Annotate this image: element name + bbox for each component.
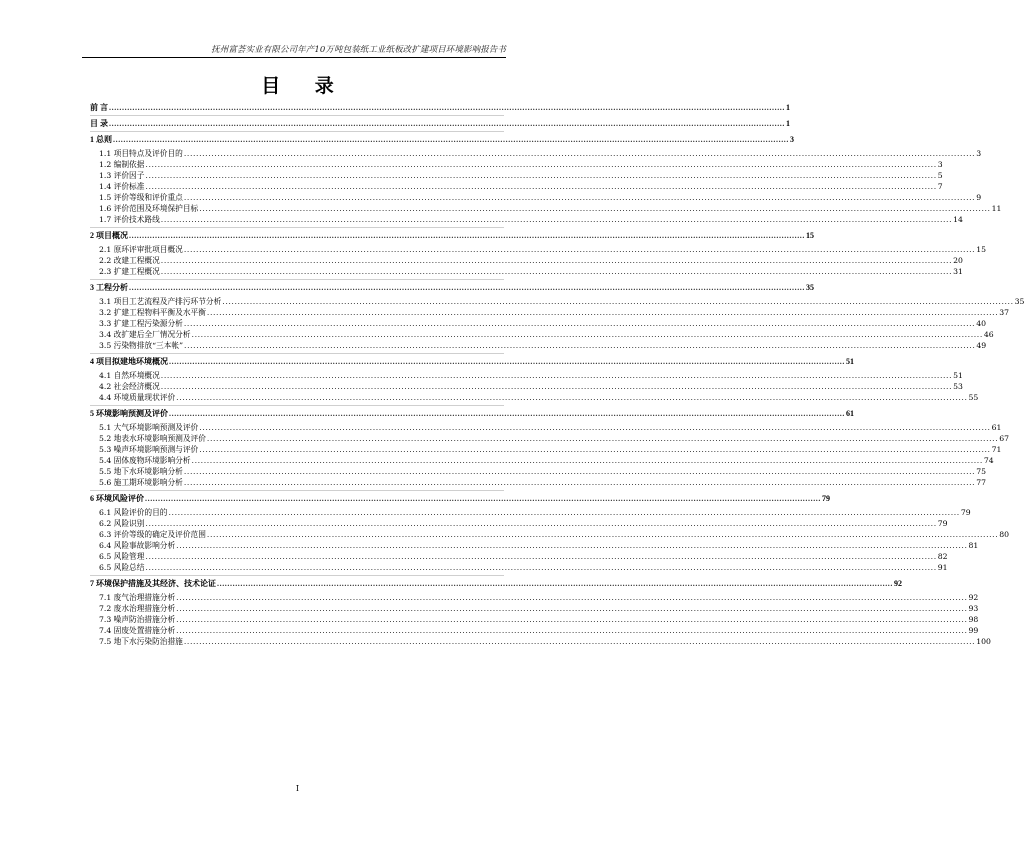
dot-leader: ....................................................................................................................................................................................................................................................................	[217, 579, 893, 588]
toc-entry-label: 1 总则	[90, 135, 112, 144]
toc-entry-label: 1.2 编制依据	[99, 160, 145, 169]
toc-entry-label: 4.4 环境质量现状评价	[99, 393, 176, 402]
toc-chapter-entry[interactable]	[90, 230, 814, 241]
toc-chapter-entry[interactable]	[90, 408, 854, 419]
dot-leader: ....................................................................................................................................................................................................................................................................	[160, 256, 953, 265]
dot-leader: ....................................................................................................................................................................................................................................................................	[183, 245, 976, 254]
toc-entry-label: 1.1 项目特点及评价目的	[99, 149, 183, 158]
toc-section-entry[interactable]	[90, 518, 948, 529]
toc-chapter-entry[interactable]	[90, 134, 794, 145]
toc-section-entry[interactable]	[90, 625, 979, 636]
table-of-contents	[90, 102, 1024, 647]
dot-leader: ....................................................................................................................................................................................................................................................................	[145, 171, 937, 180]
toc-section-entry[interactable]	[90, 433, 1010, 444]
toc-chapter-entry[interactable]	[90, 578, 902, 589]
dot-leader: ....................................................................................................................................................................................................................................................................	[145, 563, 937, 572]
toc-entry-label: 目 录	[90, 119, 108, 128]
dot-leader: ....................................................................................................................................................................................................................................................................	[129, 283, 805, 292]
toc-entry-page-number: 11	[991, 204, 1002, 213]
toc-entry-page-number: 49	[976, 341, 987, 350]
dot-leader: ....................................................................................................................................................................................................................................................................	[199, 445, 991, 454]
running-header: 抚州富荟实业有限公司年产10万吨包装纸工业纸板改扩建项目环境影响报告书	[211, 45, 506, 55]
dot-leader: ....................................................................................................................................................................................................................................................................	[206, 308, 999, 317]
page-number: I	[295, 784, 300, 793]
toc-entry-page-number: 5	[937, 171, 943, 180]
toc-section-entry[interactable]	[90, 307, 1010, 318]
toc-section-entry[interactable]	[90, 540, 979, 551]
toc-entry-label: 前 言	[90, 103, 108, 112]
toc-section-entry[interactable]	[90, 318, 986, 329]
toc-entry-label: 5 环境影响预测及评价	[90, 409, 168, 418]
dot-leader: ....................................................................................................................................................................................................................................................................	[176, 626, 968, 635]
toc-entry-page-number: 20	[953, 256, 963, 265]
toc-entry-label: 7.3 噪声防治措施分析	[99, 615, 176, 624]
dot-leader: ....................................................................................................................................................................................................................................................................	[206, 530, 999, 539]
toc-entry-page-number: 98	[968, 615, 979, 624]
toc-section-entry[interactable]	[90, 255, 963, 266]
toc-entry-page-number: 37	[999, 308, 1010, 317]
toc-chapter-entry[interactable]	[90, 493, 830, 504]
dot-leader: ....................................................................................................................................................................................................................................................................	[191, 330, 983, 339]
toc-entry-page-number: 3	[937, 160, 943, 169]
toc-entry-page-number: 9	[976, 193, 982, 202]
toc-entry-label: 3.5 污染物排放“三本帐”	[99, 341, 184, 350]
toc-entry-label: 2.1 原环评审批项目概况	[99, 245, 183, 254]
toc-entry-page-number: 91	[937, 563, 948, 572]
dot-leader: ....................................................................................................................................................................................................................................................................	[160, 215, 953, 224]
toc-entry-page-number: 15	[976, 245, 986, 254]
toc-section-entry[interactable]	[90, 244, 986, 255]
dot-leader: ....................................................................................................................................................................................................................................................................	[168, 508, 960, 517]
toc-section-entry[interactable]	[90, 148, 982, 159]
toc-entry-page-number: 74	[983, 456, 994, 465]
dot-leader: ....................................................................................................................................................................................................................................................................	[113, 135, 789, 144]
toc-entry-page-number: 31	[953, 267, 963, 276]
toc-entry-page-number: 46	[983, 330, 994, 339]
toc-title: 目 录	[261, 75, 348, 97]
toc-entry-label: 3.4 改扩建后全厂情况分析	[99, 330, 191, 339]
toc-section-entry[interactable]	[90, 181, 943, 192]
toc-section-entry[interactable]	[90, 614, 979, 625]
dot-leader: ....................................................................................................................................................................................................................................................................	[183, 193, 976, 202]
toc-entry-label: 1.4 评价标准	[99, 182, 145, 191]
toc-entry-page-number: 3	[976, 149, 982, 158]
dot-leader: ....................................................................................................................................................................................................................................................................	[160, 371, 953, 380]
dot-leader: ....................................................................................................................................................................................................................................................................	[145, 160, 937, 169]
toc-entry-page-number: 1	[786, 103, 790, 112]
toc-entry-page-number: 99	[968, 626, 979, 635]
toc-entry-page-number: 55	[968, 393, 979, 402]
toc-entry-page-number: 81	[968, 541, 979, 550]
dot-leader: ....................................................................................................................................................................................................................................................................	[160, 267, 953, 276]
toc-entry-label: 2 项目概况	[90, 231, 128, 240]
dot-leader: ....................................................................................................................................................................................................................................................................	[160, 382, 953, 391]
toc-entry-page-number: 79	[960, 508, 971, 517]
toc-entry-page-number: 1	[786, 119, 790, 128]
dot-leader: ....................................................................................................................................................................................................................................................................	[169, 409, 845, 418]
toc-section-entry[interactable]	[90, 455, 994, 466]
toc-entry-page-number: 61	[991, 423, 1002, 432]
dot-leader: ....................................................................................................................................................................................................................................................................	[176, 604, 968, 613]
toc-entry-page-number: 71	[991, 445, 1002, 454]
toc-entry-label: 1.7 评价技术路线	[99, 215, 160, 224]
dot-leader: ....................................................................................................................................................................................................................................................................	[129, 231, 805, 240]
toc-section-entry[interactable]	[90, 592, 979, 603]
toc-entry-page-number: 7	[937, 182, 943, 191]
toc-entry-label: 3 工程分析	[90, 283, 128, 292]
toc-entry-label: 6.1 风险评价的目的	[99, 508, 168, 517]
toc-entry-label: 5.1 大气环境影响预测及评价	[99, 423, 199, 432]
dot-leader: ....................................................................................................................................................................................................................................................................	[183, 637, 976, 646]
toc-entry-label: 4 项目拟建地环境概况	[90, 357, 168, 366]
toc-section-entry[interactable]	[90, 551, 948, 562]
toc-section-entry[interactable]	[90, 296, 1024, 307]
toc-entry-label: 7 环境保护措施及其经济、技术论证	[90, 579, 216, 588]
toc-entry-page-number: 14	[953, 215, 963, 224]
toc-entry-label: 2.3 扩建工程概况	[99, 267, 160, 276]
toc-entry-page-number: 15	[806, 231, 814, 240]
dot-leader: ....................................................................................................................................................................................................................................................................	[222, 297, 1014, 306]
toc-entry-label: 6 环境风险评价	[90, 494, 144, 503]
dot-leader: ....................................................................................................................................................................................................................................................................	[145, 519, 937, 528]
dot-leader: ....................................................................................................................................................................................................................................................................	[184, 341, 976, 350]
toc-section-entry[interactable]	[90, 392, 979, 403]
toc-entry-label: 7.1 废气治理措施分析	[99, 593, 176, 602]
toc-entry-page-number: 3	[790, 135, 794, 144]
toc-entry-page-number: 93	[968, 604, 979, 613]
toc-entry-page-number: 51	[953, 371, 963, 380]
toc-section-entry[interactable]	[90, 170, 943, 181]
toc-entry-label: 3.1 项目工艺流程及产排污环节分析	[99, 297, 222, 306]
dot-leader: ....................................................................................................................................................................................................................................................................	[145, 182, 937, 191]
toc-entry-label: 7.4 固废处置措施分析	[99, 626, 176, 635]
toc-entry-label: 1.3 评价因子	[99, 171, 145, 180]
toc-section-entry[interactable]	[90, 636, 991, 647]
toc-entry-page-number: 79	[822, 494, 830, 503]
dot-leader: ....................................................................................................................................................................................................................................................................	[176, 593, 968, 602]
toc-entry-label: 6.5 风险管理	[99, 552, 145, 561]
toc-entry-label: 6.4 风险事故影响分析	[99, 541, 176, 550]
toc-entry-page-number: 75	[976, 467, 986, 476]
toc-entry-label: 5.6 施工期环境影响分析	[99, 478, 183, 487]
toc-section-entry[interactable]	[90, 444, 1002, 455]
toc-section-entry[interactable]	[90, 370, 963, 381]
dot-leader: ....................................................................................................................................................................................................................................................................	[176, 393, 968, 402]
toc-section-entry[interactable]	[90, 329, 994, 340]
toc-entry-label: 1.5 评价等级和评价重点	[99, 193, 183, 202]
toc-section-entry[interactable]	[90, 466, 986, 477]
toc-chapter-entry[interactable]	[90, 356, 854, 367]
dot-leader: ....................................................................................................................................................................................................................................................................	[176, 615, 968, 624]
dot-leader: ....................................................................................................................................................................................................................................................................	[183, 478, 976, 487]
dot-leader: ....................................................................................................................................................................................................................................................................	[199, 204, 991, 213]
toc-section-entry[interactable]	[90, 192, 982, 203]
toc-section-entry[interactable]	[90, 159, 943, 170]
toc-section-entry[interactable]	[90, 529, 1010, 540]
dot-leader: ....................................................................................................................................................................................................................................................................	[183, 319, 976, 328]
toc-entry-page-number: 35	[1014, 297, 1024, 306]
dot-leader: ....................................................................................................................................................................................................................................................................	[109, 103, 785, 112]
toc-entry-page-number: 53	[953, 382, 963, 391]
toc-entry-page-number: 35	[806, 283, 814, 292]
toc-entry-page-number: 77	[976, 478, 986, 487]
dot-leader: ....................................................................................................................................................................................................................................................................	[145, 552, 937, 561]
toc-entry-label: 5.2 地表水环境影响预测及评价	[99, 434, 206, 443]
toc-entry-page-number: 67	[999, 434, 1010, 443]
toc-entry-page-number: 40	[976, 319, 986, 328]
toc-entry-page-number: 100	[976, 637, 991, 646]
toc-entry-label: 5.3 噪声环境影响预测与评价	[99, 445, 199, 454]
toc-entry-label: 5.5 地下水环境影响分析	[99, 467, 183, 476]
toc-section-entry[interactable]	[90, 603, 979, 614]
toc-entry-page-number: 61	[846, 409, 854, 418]
toc-entry-label: 6.2 风险识别	[99, 519, 145, 528]
toc-entry-label: 6.3 评价等级的确定及评价范围	[99, 530, 206, 539]
toc-entry-label: 1.6 评价范围及环境保护目标	[99, 204, 199, 213]
toc-section-entry[interactable]	[90, 266, 963, 277]
toc-entry-page-number: 92	[968, 593, 979, 602]
toc-entry-label: 4.1 自然环境概况	[99, 371, 160, 380]
dot-leader: ....................................................................................................................................................................................................................................................................	[199, 423, 991, 432]
toc-entry-page-number: 79	[937, 519, 948, 528]
dot-leader: ....................................................................................................................................................................................................................................................................	[191, 456, 983, 465]
dot-leader: ....................................................................................................................................................................................................................................................................	[145, 494, 821, 503]
toc-entry-page-number: 82	[937, 552, 948, 561]
toc-chapter-entry[interactable]	[90, 118, 790, 129]
dot-leader: ....................................................................................................................................................................................................................................................................	[109, 119, 785, 128]
toc-entry-label: 3.3 扩建工程污染源分析	[99, 319, 183, 328]
dot-leader: ....................................................................................................................................................................................................................................................................	[183, 467, 976, 476]
toc-section-entry[interactable]	[90, 214, 963, 225]
toc-entry-label: 4.2 社会经济概况	[99, 382, 160, 391]
toc-section-entry[interactable]	[90, 203, 1002, 214]
toc-entry-label: 2.2 改建工程概况	[99, 256, 160, 265]
toc-chapter-entry[interactable]	[90, 102, 790, 113]
toc-section-entry[interactable]	[90, 507, 971, 518]
toc-entry-page-number: 51	[846, 357, 854, 366]
dot-leader: ....................................................................................................................................................................................................................................................................	[206, 434, 999, 443]
dot-leader: ....................................................................................................................................................................................................................................................................	[169, 357, 845, 366]
toc-section-entry[interactable]	[90, 422, 1002, 433]
dot-leader: ....................................................................................................................................................................................................................................................................	[176, 541, 968, 550]
toc-entry-label: 5.4 固体废物环境影响分析	[99, 456, 191, 465]
toc-entry-page-number: 92	[894, 579, 902, 588]
toc-entry-page-number: 80	[999, 530, 1010, 539]
dot-leader: ....................................................................................................................................................................................................................................................................	[183, 149, 976, 158]
toc-section-entry[interactable]	[90, 340, 987, 351]
toc-entry-label: 7.2 废水治理措施分析	[99, 604, 176, 613]
toc-entry-label: 3.2 扩建工程物料平衡及水平衡	[99, 308, 206, 317]
toc-entry-label: 7.5 地下水污染防治措施	[99, 637, 183, 646]
toc-entry-label: 6.5 风险总结	[99, 563, 145, 572]
toc-section-entry[interactable]	[90, 381, 963, 392]
header-rule	[82, 57, 506, 58]
toc-section-entry[interactable]	[90, 477, 986, 488]
toc-chapter-entry[interactable]	[90, 282, 814, 293]
toc-section-entry[interactable]	[90, 562, 948, 573]
